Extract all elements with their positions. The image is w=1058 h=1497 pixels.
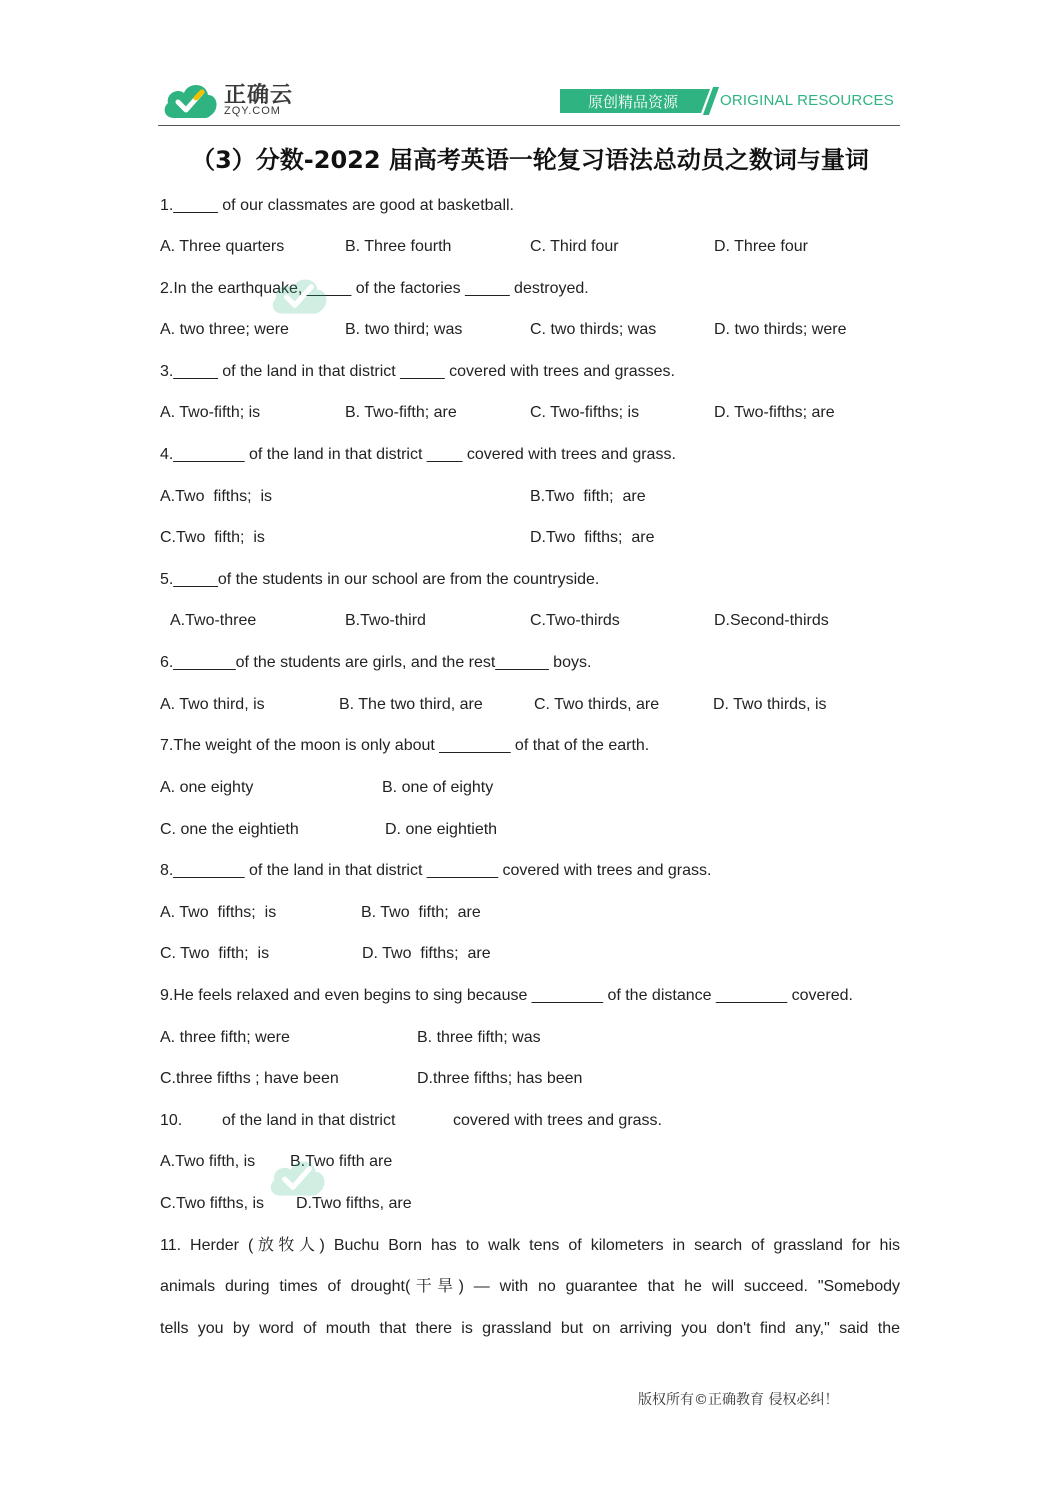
option-a: A. Two-fifth; is — [160, 404, 261, 421]
question-stem: 5._____of the students in our school are from the countryside. — [160, 571, 600, 588]
brand-domain: ZQY.COM — [224, 105, 281, 117]
option-b: B. The two third, are — [339, 696, 483, 713]
option-a: A. Two fifths; is — [160, 904, 277, 921]
option-a: A. three fifth; were — [160, 1029, 290, 1046]
question-stem: of the land in that district — [222, 1112, 396, 1129]
question-number: 10. — [160, 1112, 183, 1129]
option-c: C. one the eightieth — [160, 821, 299, 838]
watermark-logo — [266, 1132, 416, 1222]
option-c: C. Two-fifths; is — [530, 404, 640, 421]
option-a: A.Two fifth, is — [160, 1153, 256, 1170]
option-a: A.Two fifths; is — [160, 488, 273, 505]
option-b: B. three fifth; was — [417, 1029, 541, 1046]
option-d: D.Two fifths, are — [296, 1195, 412, 1212]
option-d: D. one eightieth — [385, 821, 498, 838]
option-b: B.Two-third — [345, 612, 426, 629]
option-b: B.Two fifth are — [290, 1153, 393, 1170]
cloud-check-icon — [266, 1152, 328, 1202]
option-b: B. Two-fifth; are — [345, 404, 457, 421]
option-c: C.Two fifth; is — [160, 529, 265, 546]
option-c: C.Two-thirds — [530, 612, 620, 629]
option-b: B. one of eighty — [382, 779, 494, 796]
resource-banner — [560, 87, 900, 115]
option-d: D.Second-thirds — [714, 612, 829, 629]
question-stem: 4.________ of the land in that district ____ covered with trees and grass. — [160, 446, 676, 463]
brand-logo — [160, 78, 320, 122]
question-stem: 9.He feels relaxed and even begins to sing because ________ of the distance ________ covered. — [160, 987, 853, 1004]
option-c: C. Two fifth; is — [160, 945, 270, 962]
option-c: C. two thirds; was — [530, 321, 657, 338]
banner-cn-text: 原创精品资源 — [588, 94, 679, 111]
option-d: D. Two-fifths; are — [714, 404, 835, 421]
question-stem: 1._____ of our classmates are good at basketball. — [160, 197, 514, 214]
option-d: D. Three four — [714, 238, 808, 255]
brand-name: 正确云 — [224, 82, 294, 107]
option-b: B. Two fifth; are — [361, 904, 481, 921]
question-stem: covered with trees and grass. — [453, 1112, 662, 1129]
header-divider — [158, 125, 900, 126]
option-a: A. one eighty — [160, 779, 254, 796]
watermark-logo — [268, 250, 418, 340]
option-c: C. Third four — [530, 238, 619, 255]
option-b: B. Three fourth — [345, 238, 452, 255]
question-stem: 7.The weight of the moon is only about ________ of that of the earth. — [160, 737, 650, 754]
question-stem: 3._____ of the land in that district _____ covered with trees and grasses. — [160, 363, 675, 380]
banner-en-text: ORIGINAL RESOURCES — [720, 92, 894, 109]
option-d: D. Two thirds, is — [713, 696, 827, 713]
option-b: B.Two fifth; are — [530, 488, 646, 505]
option-c: C.Two fifths, is — [160, 1195, 265, 1212]
option-a: A. Three quarters — [160, 238, 285, 255]
passage-line: tells you by word of mouth that there is grassland but on arriving you don't find any," said the — [160, 1320, 900, 1337]
cloud-check-icon — [268, 270, 330, 320]
option-d: D.three fifths; has been — [417, 1070, 583, 1087]
option-d: D. Two fifths; are — [362, 945, 491, 962]
copyright-footer: 版权所有©正确教育 侵权必纠！ — [638, 1392, 839, 1408]
option-d: D.Two fifths; are — [530, 529, 655, 546]
option-b: B. two third; was — [345, 321, 463, 338]
cloud-check-icon — [160, 78, 220, 122]
option-c: C. Two thirds, are — [534, 696, 660, 713]
question-stem: 8.________ of the land in that district ________ covered with trees and grass. — [160, 862, 712, 879]
passage-line: animals during times of drought(干旱) — with no guarantee that he will succeed. "Somebody — [160, 1278, 900, 1295]
option-d: D. two thirds; were — [714, 321, 847, 338]
page-title: （3）分数-2022 届高考英语一轮复习语法总动员之数词与量词 — [191, 146, 869, 174]
option-a: A. two three; were — [160, 321, 289, 338]
question-stem: 2.In the earthquake, _____ of the factories _____ destroyed. — [160, 280, 589, 297]
option-a: A. Two third, is — [160, 696, 265, 713]
option-a: A.Two-three — [170, 612, 257, 629]
option-c: C.three fifths ; have been — [160, 1070, 339, 1087]
passage-line: 11. Herder (放牧人) Buchu Born has to walk tens of kilometers in search of grassland for his — [160, 1237, 900, 1254]
question-stem: 6._______of the students are girls, and the rest______ boys. — [160, 654, 592, 671]
